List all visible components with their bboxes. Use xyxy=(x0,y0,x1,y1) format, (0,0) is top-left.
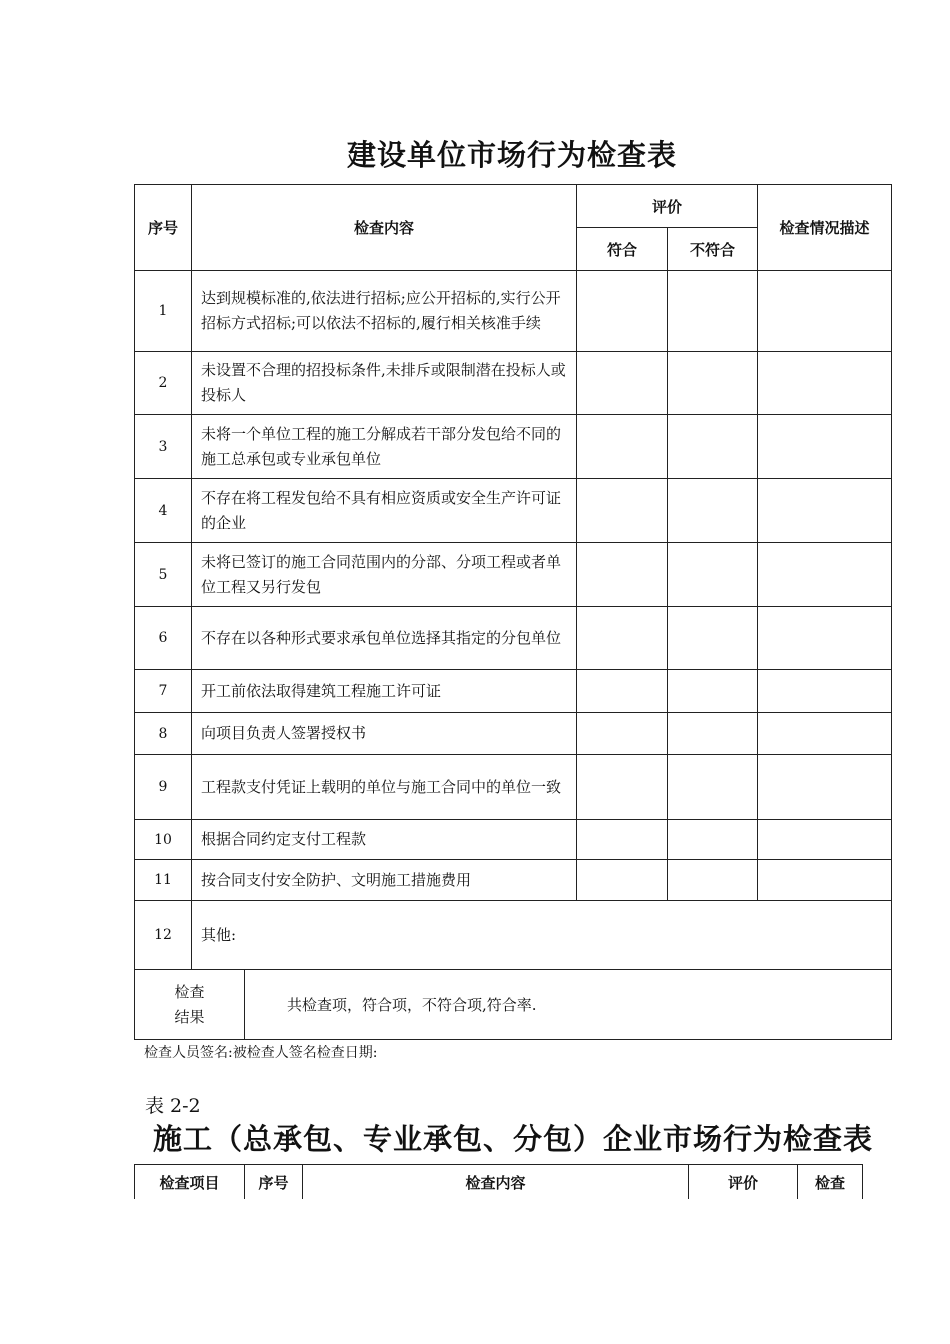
row-num: 4 xyxy=(135,479,192,543)
header-nonconform: 不符合 xyxy=(668,228,758,271)
description-cell[interactable] xyxy=(758,479,892,543)
conform-cell[interactable] xyxy=(577,479,668,543)
row-content: 未将已签订的施工合同范围内的分部、分项工程或者单位工程又另行发包 xyxy=(192,543,577,607)
table-row xyxy=(135,607,892,670)
description-cell[interactable] xyxy=(758,352,892,415)
conform-cell[interactable] xyxy=(577,670,668,713)
header-content: 检查内容 xyxy=(303,1165,689,1200)
description-cell[interactable] xyxy=(758,820,892,860)
table-row xyxy=(135,755,892,820)
description-cell[interactable] xyxy=(758,415,892,479)
contractor-check-table xyxy=(134,1164,863,1199)
row-num: 11 xyxy=(135,860,192,901)
nonconform-cell[interactable] xyxy=(668,670,758,713)
nonconform-cell[interactable] xyxy=(668,543,758,607)
description-cell[interactable] xyxy=(758,670,892,713)
nonconform-cell[interactable] xyxy=(668,713,758,755)
description-cell[interactable] xyxy=(758,543,892,607)
table-row xyxy=(135,713,892,755)
row-content: 未将一个单位工程的施工分解成若干部分发包给不同的施工总承包或专业承包单位 xyxy=(192,415,577,479)
description-cell[interactable] xyxy=(758,860,892,901)
row-content: 未设置不合理的招投标条件,未排斥或限制潜在投标人或投标人 xyxy=(192,352,577,415)
table-row xyxy=(135,352,892,415)
row-num: 5 xyxy=(135,543,192,607)
conform-cell[interactable] xyxy=(577,713,668,755)
header-content: 检查内容 xyxy=(192,185,577,271)
row-num: 12 xyxy=(135,901,192,970)
other-content[interactable]: 其他: xyxy=(192,901,892,970)
nonconform-cell[interactable] xyxy=(668,755,758,820)
header-evaluation: 评价 xyxy=(689,1165,798,1200)
nonconform-cell[interactable] xyxy=(668,607,758,670)
header-conform: 符合 xyxy=(577,228,668,271)
table-row xyxy=(135,670,892,713)
table-row xyxy=(135,415,892,479)
nonconform-cell[interactable] xyxy=(668,415,758,479)
result-text: 共检查项，符合项，不符合项,符合率. xyxy=(245,970,892,1040)
conform-cell[interactable] xyxy=(577,352,668,415)
header-check: 检查 xyxy=(798,1165,863,1200)
conform-cell[interactable] xyxy=(577,860,668,901)
conform-cell[interactable] xyxy=(577,820,668,860)
nonconform-cell[interactable] xyxy=(668,271,758,352)
row-content: 达到规模标准的,依法进行招标;应公开招标的,实行公开招标方式招标;可以依法不招标的,履行相关核准手续 xyxy=(192,271,577,352)
row-num: 8 xyxy=(135,713,192,755)
row-num: 6 xyxy=(135,607,192,670)
construction-unit-check-table xyxy=(134,184,892,970)
table-row xyxy=(135,820,892,860)
row-num: 2 xyxy=(135,352,192,415)
result-table xyxy=(134,969,892,1040)
row-content: 工程款支付凭证上载明的单位与施工合同中的单位一致 xyxy=(192,755,577,820)
conform-cell[interactable] xyxy=(577,271,668,352)
conform-cell[interactable] xyxy=(577,415,668,479)
table-row xyxy=(135,271,892,352)
header-item: 检查项目 xyxy=(135,1165,245,1200)
description-cell[interactable] xyxy=(758,607,892,670)
header-evaluation: 评价 xyxy=(577,185,758,228)
row-num: 1 xyxy=(135,271,192,352)
table-row xyxy=(135,479,892,543)
result-label xyxy=(135,970,245,1040)
description-cell[interactable] xyxy=(758,755,892,820)
header-num: 序号 xyxy=(245,1165,303,1200)
row-num: 7 xyxy=(135,670,192,713)
row-content: 不存在将工程发包给不具有相应资质或安全生产许可证的企业 xyxy=(192,479,577,543)
nonconform-cell[interactable] xyxy=(668,352,758,415)
row-content: 根据合同约定支付工程款 xyxy=(192,820,577,860)
row-content: 开工前依法取得建筑工程施工许可证 xyxy=(192,670,577,713)
conform-cell[interactable] xyxy=(577,607,668,670)
row-num: 9 xyxy=(135,755,192,820)
row-content: 按合同支付安全防护、文明施工措施费用 xyxy=(192,860,577,901)
nonconform-cell[interactable] xyxy=(668,479,758,543)
result-label-line2: 结果 xyxy=(174,1007,205,1026)
conform-cell[interactable] xyxy=(577,755,668,820)
row-num: 10 xyxy=(135,820,192,860)
page-title: 建设单位市场行为检查表 xyxy=(346,138,677,172)
nonconform-cell[interactable] xyxy=(668,820,758,860)
signature-line: 检查人员签名:被检查人签名检查日期: xyxy=(144,1045,378,1061)
description-cell[interactable] xyxy=(758,713,892,755)
section-title: 施工（总承包、专业承包、分包）企业市场行为检查表 xyxy=(153,1122,874,1156)
header-description: 检查情况描述 xyxy=(758,185,892,271)
row-content: 向项目负责人签署授权书 xyxy=(192,713,577,755)
other-row xyxy=(135,901,892,970)
row-content: 不存在以各种形式要求承包单位选择其指定的分包单位 xyxy=(192,607,577,670)
table-row xyxy=(135,543,892,607)
conform-cell[interactable] xyxy=(577,543,668,607)
table-row xyxy=(135,860,892,901)
table-label: 表 2-2 xyxy=(145,1095,201,1117)
description-cell[interactable] xyxy=(758,271,892,352)
row-num: 3 xyxy=(135,415,192,479)
result-label-line1: 检查 xyxy=(174,982,205,1001)
header-num: 序号 xyxy=(135,185,192,271)
nonconform-cell[interactable] xyxy=(668,860,758,901)
